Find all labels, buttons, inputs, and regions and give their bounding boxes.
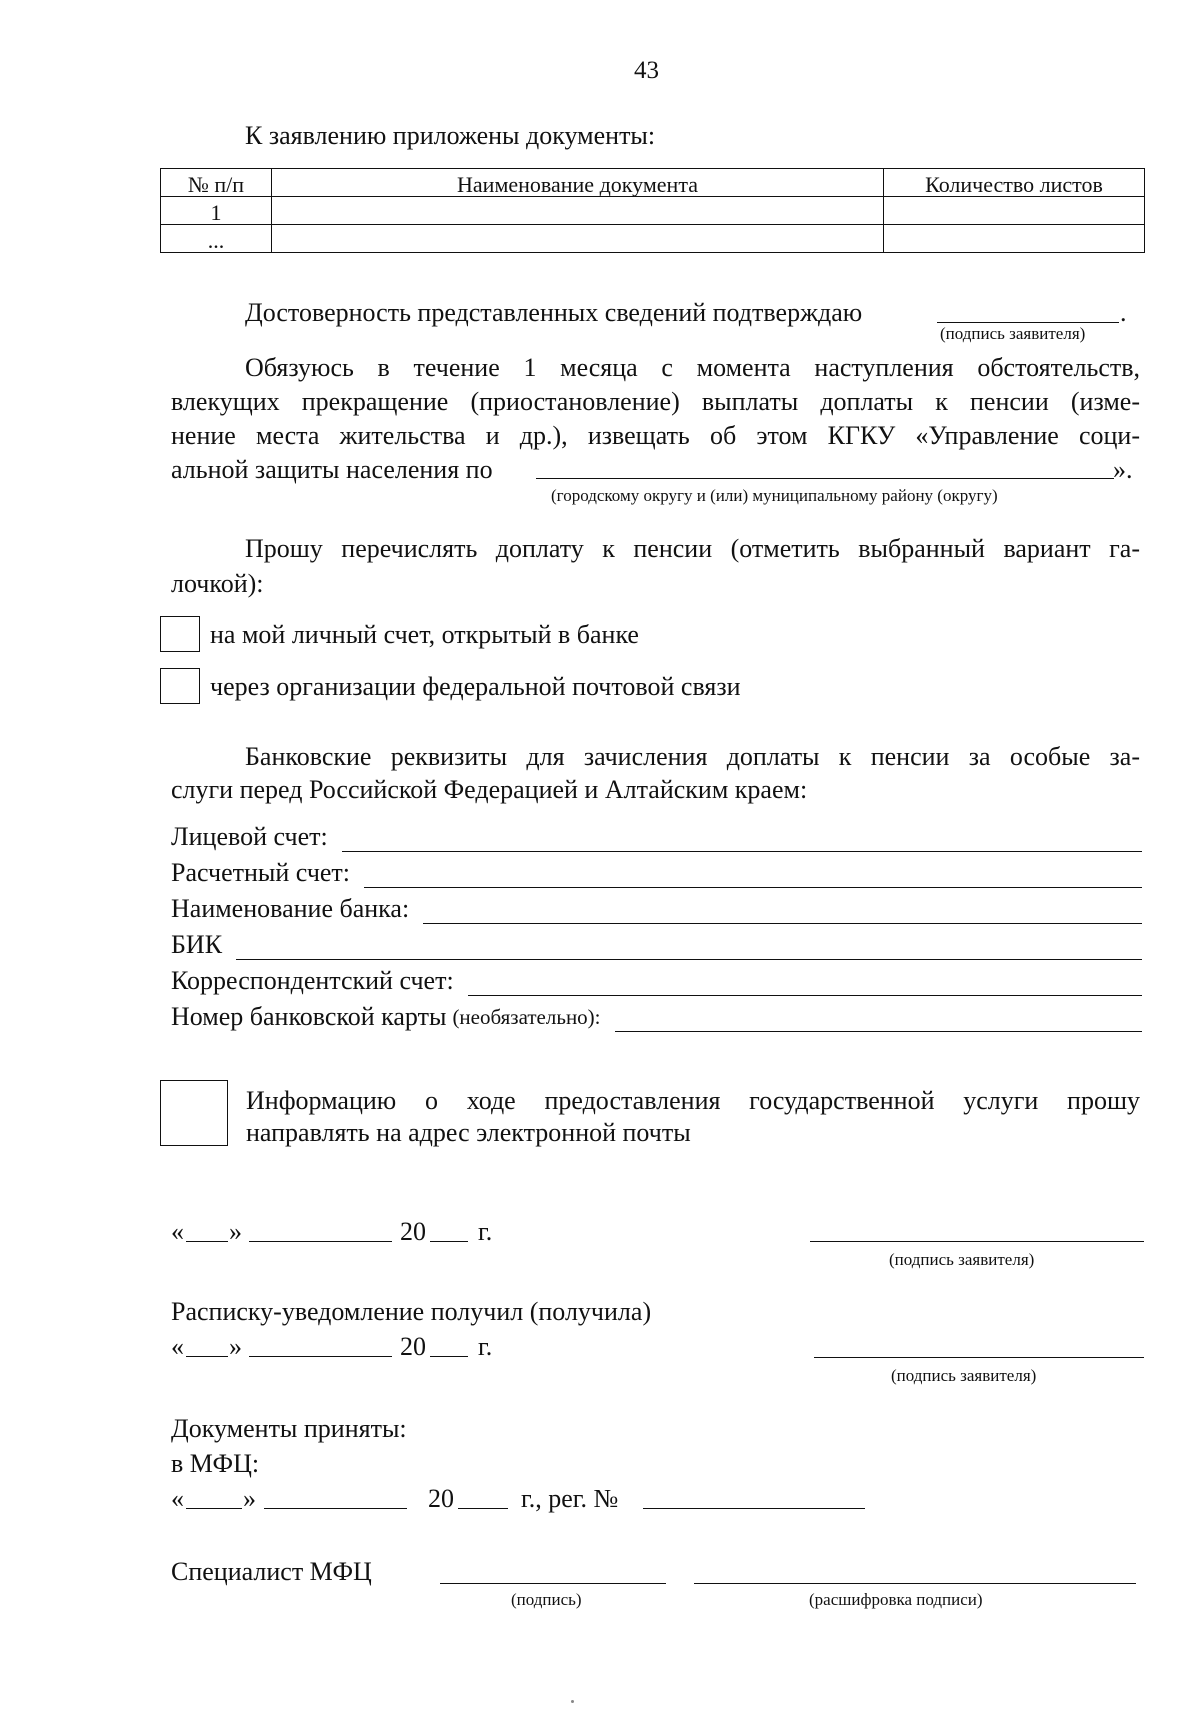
table-header-name: Наименование документа <box>272 169 884 197</box>
personal-account-field[interactable] <box>342 829 1142 852</box>
date-open-quote: « <box>171 1217 184 1246</box>
table-cell-number[interactable]: 1 <box>161 197 272 225</box>
settlement-account-row <box>171 858 1142 888</box>
accepted-month-line[interactable] <box>264 1508 407 1509</box>
accepted-title: Документы приняты: <box>171 1414 407 1443</box>
page-number: 43 <box>634 57 659 84</box>
table-cell-name[interactable] <box>272 197 884 225</box>
bik-field[interactable] <box>236 937 1142 960</box>
email-info-line-1: Информацию о ходе предоставления государственной услуги прошу <box>246 1086 1140 1115</box>
table-cell-sheets[interactable] <box>884 197 1145 225</box>
settlement-account-label: Расчетный счет: <box>171 858 351 887</box>
date-day-line[interactable] <box>186 1241 228 1242</box>
card-number-label: Номер банковской карты <box>171 1002 447 1031</box>
table-header-row <box>161 169 1145 197</box>
receipt-year-line[interactable] <box>430 1356 468 1357</box>
confirm-end: . <box>1120 298 1127 327</box>
personal-account-row <box>171 822 1142 852</box>
bank-name-field[interactable] <box>423 901 1142 924</box>
option-post-label: через организации федеральной почтовой связи <box>210 672 741 701</box>
table-row <box>161 225 1145 253</box>
district-line[interactable] <box>536 478 1114 479</box>
documents-table <box>160 168 1145 253</box>
email-info-line-2: направлять на адрес электронной почты <box>246 1118 691 1147</box>
table-cell-name[interactable] <box>272 225 884 253</box>
reg-number-line[interactable] <box>643 1508 865 1509</box>
bank-line-2: слуги перед Российской Федерацией и Алтайским краем: <box>171 775 808 804</box>
accepted-open-quote: « <box>171 1484 184 1513</box>
table-row <box>161 197 1145 225</box>
bik-row <box>171 930 1142 960</box>
personal-account-label: Лицевой счет: <box>171 822 328 851</box>
bik-label: БИК <box>171 930 223 959</box>
option-bank-label: на мой личный счет, открытый в банке <box>210 620 639 649</box>
receipt-signature-line[interactable] <box>814 1357 1144 1358</box>
settlement-account-field[interactable] <box>364 865 1142 888</box>
confirm-signature-line[interactable] <box>937 322 1119 323</box>
confirm-text: Достоверность представленных сведений подтверждаю <box>245 298 863 327</box>
applicant-signature-caption: (подпись заявителя) <box>889 1250 1035 1269</box>
specialist-label: Специалист МФЦ <box>171 1557 372 1586</box>
date-month-line[interactable] <box>249 1241 392 1242</box>
bank-name-label: Наименование банка: <box>171 894 410 923</box>
receipt-signature-caption: (подпись заявителя) <box>891 1366 1037 1385</box>
table-cell-sheets[interactable] <box>884 225 1145 253</box>
receipt-year-prefix: 20 <box>400 1332 426 1361</box>
specialist-signature-caption: (подпись) <box>511 1590 582 1609</box>
correspondent-account-label: Корреспондентский счет: <box>171 966 454 995</box>
date-close-quote: » <box>229 1217 242 1246</box>
obligation-line-1: Обязуюсь в течение 1 месяца с момента наступления обстоятельств, <box>245 353 1140 382</box>
specialist-decoding-line[interactable] <box>694 1583 1136 1584</box>
bank-line-1: Банковские реквизиты для зачисления доплаты к пенсии за особые за- <box>245 742 1140 771</box>
receipt-day-line[interactable] <box>186 1356 228 1357</box>
date-year-suffix: г. <box>478 1217 493 1246</box>
specialist-decoding-caption: (расшифровка подписи) <box>809 1590 983 1609</box>
accepted-close-quote: » <box>243 1484 256 1513</box>
card-number-field[interactable] <box>615 1009 1142 1032</box>
table-header-sheets: Количество листов <box>884 169 1145 197</box>
obligation-end: ». <box>1113 455 1133 484</box>
scan-speck <box>571 1700 574 1703</box>
date-year-prefix: 20 <box>400 1217 426 1246</box>
correspondent-account-field[interactable] <box>468 973 1142 996</box>
obligation-line-3: нение места жительства и др.), извещать об этом КГКУ «Управление соци- <box>171 421 1140 450</box>
receipt-date-open-quote: « <box>171 1332 184 1361</box>
receipt-text: Расписку-уведомление получил (получила) <box>171 1297 652 1326</box>
receipt-month-line[interactable] <box>249 1356 392 1357</box>
table-header-number: № п/п <box>161 169 272 197</box>
card-number-row <box>171 1002 1142 1032</box>
obligation-line-2: влекущих прекращение (приостановление) выплаты доплаты к пенсии (изме- <box>171 387 1140 416</box>
email-info-checkbox[interactable] <box>160 1080 228 1146</box>
confirm-signature-caption: (подпись заявителя) <box>940 324 1086 343</box>
accepted-year-line[interactable] <box>458 1508 508 1509</box>
obligation-line-4: альной защиты населения по <box>171 455 493 484</box>
receipt-year-suffix: г. <box>478 1332 493 1361</box>
payment-line-2: лочкой): <box>171 569 264 598</box>
district-caption: (городскому округу и (или) муниципальному району (округу) <box>551 486 998 505</box>
receipt-date-close-quote: » <box>229 1332 242 1361</box>
accepted-year-prefix: 20 <box>428 1484 454 1513</box>
bank-name-row <box>171 894 1142 924</box>
applicant-signature-line[interactable] <box>810 1241 1144 1242</box>
card-optional-label: (необязательно): <box>452 1005 601 1029</box>
option-post-checkbox[interactable] <box>160 668 200 704</box>
accepted-day-line[interactable] <box>186 1508 242 1509</box>
accepted-reg-label: г., рег. № <box>521 1484 619 1513</box>
payment-line-1: Прошу перечислять доплату к пенсии (отметить выбранный вариант га- <box>245 534 1140 563</box>
specialist-signature-line[interactable] <box>440 1583 666 1584</box>
attachments-heading: К заявлению приложены документы: <box>245 121 656 150</box>
table-cell-number[interactable]: ... <box>161 225 272 253</box>
date-year-line[interactable] <box>430 1241 468 1242</box>
correspondent-account-row <box>171 966 1142 996</box>
accepted-mfc: в МФЦ: <box>171 1449 260 1478</box>
option-bank-checkbox[interactable] <box>160 616 200 652</box>
